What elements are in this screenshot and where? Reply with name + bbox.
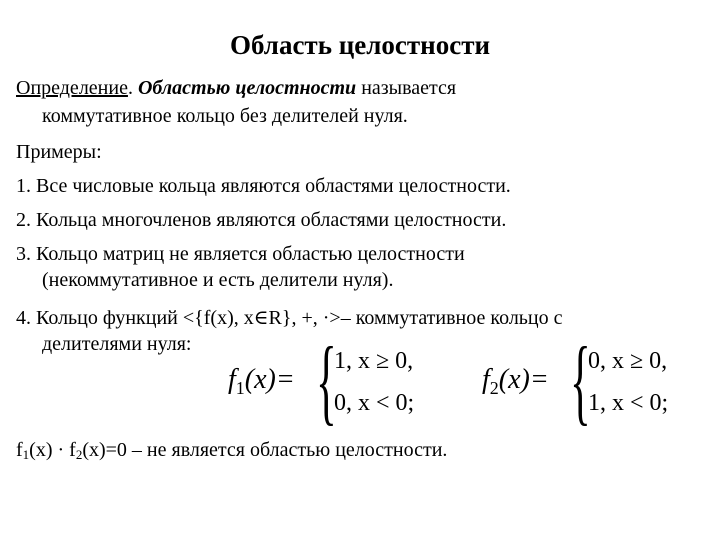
f1-arg: (x)=: [244, 364, 295, 395]
example-1: 1. Все числовые кольца являются областями целостности.: [16, 175, 511, 197]
f1-name: f: [228, 364, 236, 395]
f1-brace: {: [316, 327, 337, 434]
definition-dot: .: [127, 77, 133, 99]
f2-index: 2: [489, 378, 499, 398]
definition-text-1: называется: [356, 77, 457, 99]
example-3: 3. Кольцо матриц не является областью целостности: [16, 243, 465, 265]
definition-line-2: коммутативное кольцо без делителей нуля.: [42, 105, 408, 127]
f2-case-1: 0, x ≥ 0,: [588, 348, 668, 374]
f2-label: [482, 364, 549, 399]
conclusion-f1: f: [16, 439, 23, 461]
formula-f1: [228, 327, 438, 434]
f1-case-2: 0, x < 0;: [334, 390, 415, 416]
conclusion-index-1: 1: [22, 447, 30, 462]
example-2: 2. Кольца многочленов являются областями целостности.: [16, 209, 507, 231]
examples-heading: Примеры:: [16, 141, 102, 163]
definition-label: Определение: [16, 77, 128, 99]
conclusion-index-2: 2: [75, 447, 83, 462]
definition-term: Областью целостности: [137, 77, 357, 99]
page-title: Область целостности: [229, 30, 491, 60]
conclusion-line: [16, 438, 447, 467]
f2-brace: {: [570, 327, 591, 434]
formula-f2: [482, 327, 692, 434]
f2-arg: (x)=: [498, 364, 549, 395]
example-4-cont: делителями нуля:: [42, 333, 192, 355]
f1-index: 1: [235, 378, 245, 398]
f2-case-2: 1, x < 0;: [588, 390, 669, 416]
definition-line: [16, 76, 456, 100]
conclusion-mid: (x) · f: [29, 439, 76, 461]
conclusion-rest: (x)=0 – не является областью целостности.: [82, 439, 448, 461]
f1-label: [228, 364, 295, 399]
example-4: 4. Кольцо функций <{f(x), x∈R}, +, ·>– коммутативное кольцо с: [16, 307, 563, 329]
f2-name: f: [482, 364, 490, 395]
f1-case-1: 1, x ≥ 0,: [334, 348, 414, 374]
example-3-cont: (некоммутативное и есть делители нуля).: [42, 269, 394, 291]
